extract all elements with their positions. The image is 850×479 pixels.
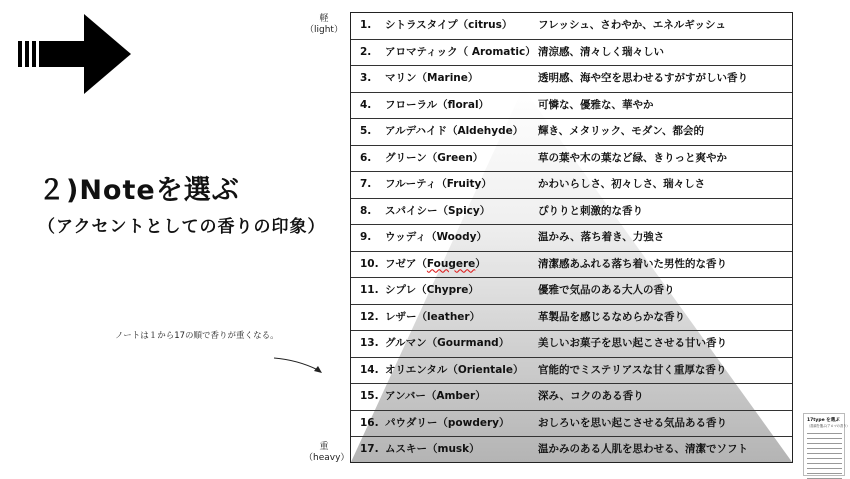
note-row: [351, 331, 792, 358]
row-name: レザー（leather）: [385, 310, 481, 323]
spellcheck-word: Fougere: [426, 257, 476, 270]
page-title: ２)Noteを選ぶ: [38, 175, 240, 206]
row-number: 13.: [360, 337, 379, 349]
row-description: 清潔感あふれる落ち着いた男性的な香り: [538, 257, 727, 270]
row-description: かわいらしさ、初々しさ、瑞々しさ: [538, 178, 706, 190]
note-row: [351, 40, 792, 67]
row-number: 17.: [360, 443, 379, 455]
row-name: シトラスタイプ（citrus）: [385, 19, 513, 31]
row-number: 7.: [360, 178, 372, 190]
row-name: フルーティ（Fruity）: [385, 178, 492, 190]
row-description: 輝き、メタリック、モダン、都会的: [538, 125, 705, 137]
row-description: 可憐な、優雅な、華やか: [538, 98, 654, 111]
note-row: [351, 172, 792, 199]
note-row: [351, 13, 792, 40]
row-number: 6.: [360, 151, 372, 164]
row-name: ムスキー（musk）: [385, 443, 480, 455]
note-row: [351, 119, 792, 146]
row-name: フローラル（floral）: [385, 98, 490, 111]
row-name: アンバー（Amber）: [385, 390, 486, 402]
note-rows: [351, 13, 792, 464]
row-number: 1.: [360, 19, 372, 31]
row-description: 温かみのある人肌を思わせる、清潔でソフト: [538, 443, 748, 455]
note-row: [351, 93, 792, 120]
row-description: おしろいを思い起こさせる気品ある香り: [538, 416, 727, 429]
row-number: 16.: [360, 416, 379, 429]
row-description: 草の葉や木の葉など緑、きりっと爽やか: [538, 151, 727, 164]
row-number: 9.: [360, 231, 372, 243]
row-number: 3.: [360, 72, 372, 84]
row-name: マリン（Marine）: [385, 72, 479, 84]
row-description: 温かみ、落ち着き、力強さ: [538, 231, 665, 243]
row-description: 官能的でミステリアスな甘く重厚な香り: [538, 363, 727, 376]
row-number: 10.: [360, 257, 379, 270]
note-row: [351, 199, 792, 226]
row-name: アルデハイド（Aldehyde）: [385, 125, 524, 137]
note-row: [351, 252, 792, 279]
thumbnail-lines: [807, 429, 842, 479]
row-number: 15.: [360, 390, 379, 402]
page-subtitle: （アクセントとしての香りの印象）: [38, 217, 326, 237]
note-row: [351, 225, 792, 252]
note-text: ノートは１から17の順で香りが重くなる。: [115, 331, 279, 341]
row-name: スパイシー（Spicy）: [385, 204, 491, 217]
row-description: 清涼感、清々しく瑞々しい: [538, 45, 664, 58]
note-row: [351, 437, 792, 464]
row-name: グルマン（Gourmand）: [385, 337, 510, 349]
row-name: グリーン（Green）: [385, 151, 484, 164]
row-description: 優雅で気品のある大人の香り: [538, 284, 675, 296]
note-row: [351, 384, 792, 411]
curved-arrow-icon: [270, 352, 330, 378]
row-name: シプレ（Chypre）: [385, 284, 479, 296]
row-description: 革製品を感じるなめらかな香り: [538, 310, 685, 323]
row-name: パウダリー（powdery）: [385, 416, 510, 429]
row-number: 5.: [360, 125, 372, 137]
row-description: ぴりりと刺激的な香り: [538, 204, 643, 217]
slide-thumbnail[interactable]: 17type を選ぶ （香調を選ぶ/アロマの香り）: [803, 413, 845, 476]
row-name: ウッディ（Woody）: [385, 231, 487, 243]
note-row: [351, 411, 792, 438]
row-number: 4.: [360, 98, 372, 111]
note-table: [350, 12, 793, 463]
row-number: 11.: [360, 284, 379, 296]
note-row: [351, 146, 792, 173]
row-number: 14.: [360, 363, 379, 376]
row-number: 2.: [360, 45, 372, 58]
note-row: [351, 278, 792, 305]
row-number: 12.: [360, 310, 379, 323]
note-row: [351, 66, 792, 93]
weight-heavy-label: 重 （heavy）: [304, 442, 350, 463]
row-description: 深み、コクのある香り: [538, 390, 644, 402]
row-description: 美しいお菓子を思い起こさせる甘い香り: [538, 337, 727, 349]
row-name: アロマティック（ Aromatic）: [385, 45, 536, 58]
note-row: [351, 305, 792, 332]
note-row: [351, 358, 792, 385]
arrow-right-icon: [18, 14, 133, 94]
row-description: 透明感、海や空を思わせるすがすがしい香り: [538, 72, 748, 84]
row-description: フレッシュ、さわやか、エネルギッシュ: [538, 19, 726, 31]
weight-light-label: 軽 （light）: [305, 14, 343, 35]
row-name: フゼア（Fougere）: [385, 257, 486, 270]
row-name: オリエンタル（Orientale）: [385, 363, 524, 376]
row-number: 8.: [360, 204, 372, 217]
